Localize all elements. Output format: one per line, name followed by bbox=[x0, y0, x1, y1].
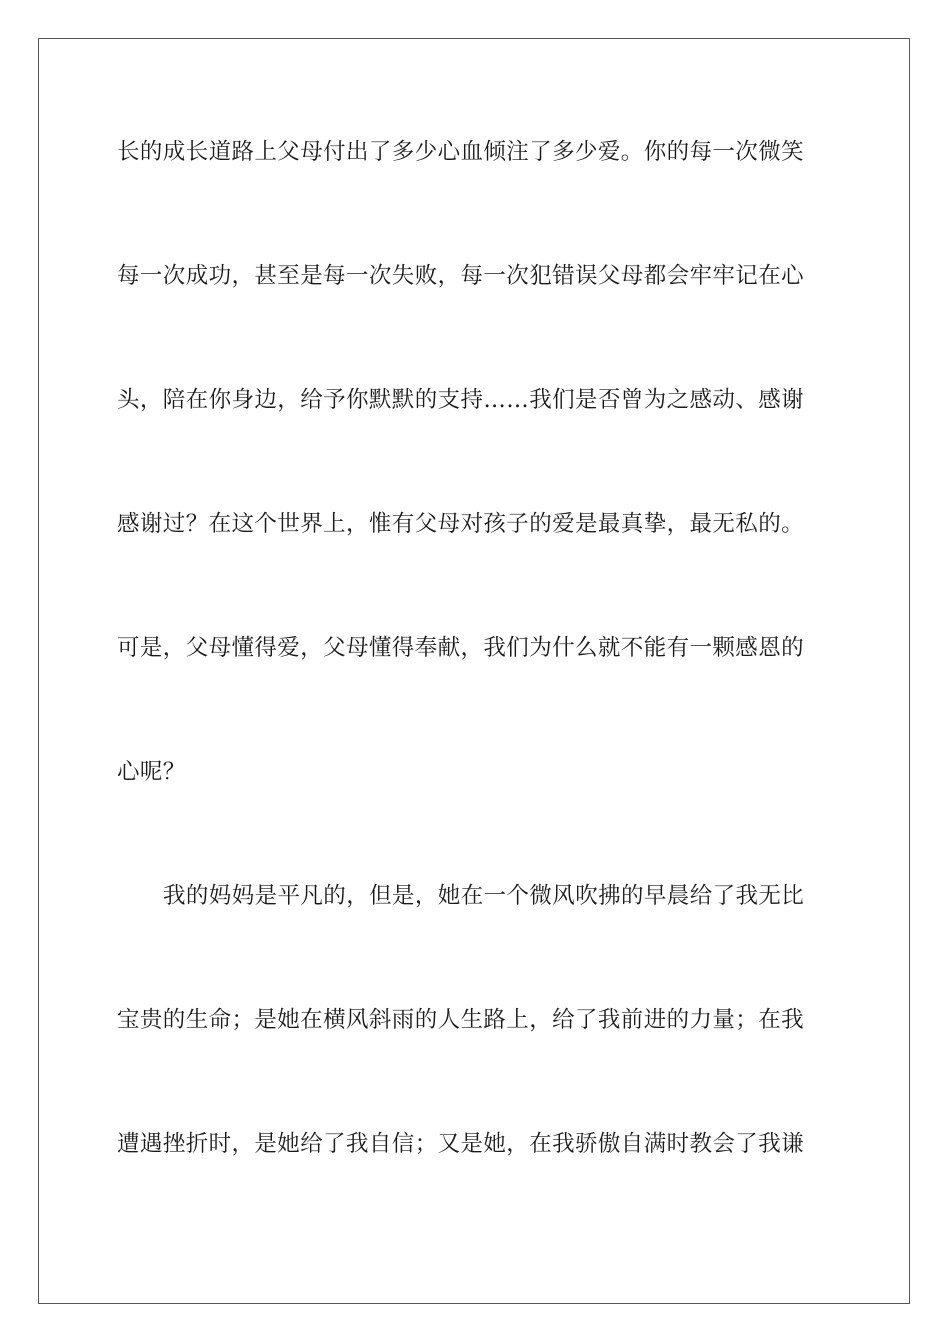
paragraph-line: 遭遇挫折时，是她给了我自信；又是她，在我骄傲自满时教会了我谦 bbox=[117, 1131, 805, 1157]
paragraph-line: 长的成长道路上父母付出了多少心血倾注了多少爱。你的每一次微笑 bbox=[117, 139, 805, 165]
paragraph-line-indented: 我的妈妈是平凡的，但是，她在一个微风吹拂的早晨给了我无比 bbox=[163, 883, 805, 909]
paragraph-line: 每一次成功，甚至是每一次失败，每一次犯错误父母都会牢牢记在心 bbox=[117, 263, 805, 289]
paragraph-line: 宝贵的生命；是她在横风斜雨的人生路上，给了我前进的力量；在我 bbox=[117, 1007, 805, 1033]
paragraph-line: 头，陪在你身边，给予你默默的支持……我们是否曾为之感动、感谢 bbox=[117, 387, 805, 413]
paragraph-line: 可是，父母懂得爱，父母懂得奉献，我们为什么就不能有一颗感恩的 bbox=[117, 635, 805, 661]
paragraph-line: 感谢过？在这个世界上，惟有父母对孩子的爱是最真挚，最无私的。 bbox=[117, 511, 805, 537]
paragraph-line: 心呢？ bbox=[117, 759, 186, 785]
page-border bbox=[38, 38, 910, 1304]
